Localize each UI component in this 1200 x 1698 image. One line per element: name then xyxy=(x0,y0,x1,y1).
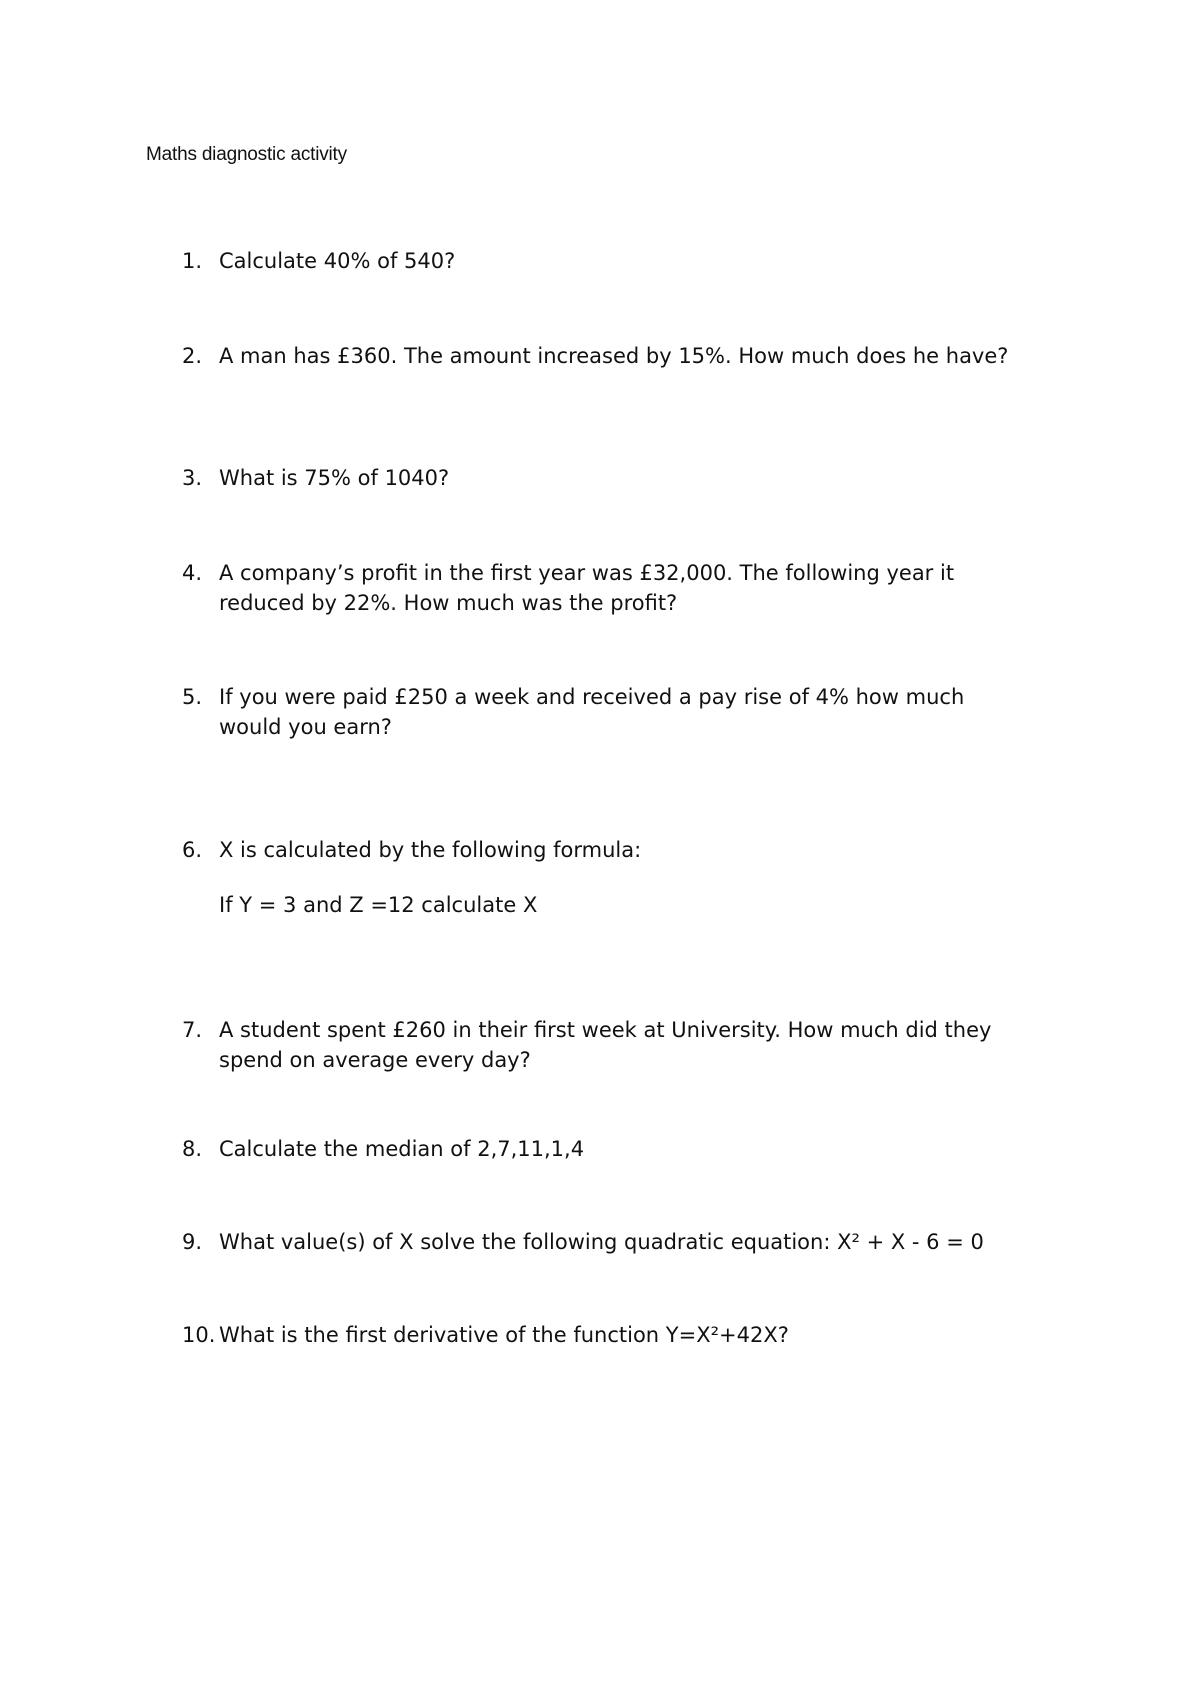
question-number: 7. xyxy=(182,1018,203,1042)
question-number: 8. xyxy=(182,1137,203,1161)
document-title: Maths diagnostic activity xyxy=(146,144,347,165)
question-1 xyxy=(182,246,1082,276)
question-text: What is 75% of 1040? xyxy=(219,466,450,490)
question-number: 2. xyxy=(182,344,203,368)
question-6 xyxy=(182,835,1082,920)
question-text: X is calculated by the following formula: xyxy=(219,838,642,862)
question-8 xyxy=(182,1134,1082,1164)
question-text: Calculate 40% of 540? xyxy=(219,249,456,273)
question-text: If you were paid £250 a week and received a pay rise of 4% how much xyxy=(219,685,965,709)
question-text-continued: reduced by 22%. How much was the profit? xyxy=(219,591,678,615)
question-number: 4. xyxy=(182,561,203,585)
question-number: 5. xyxy=(182,685,203,709)
question-10 xyxy=(182,1320,1082,1350)
question-4 xyxy=(182,558,1082,618)
question-text: A company’s profit in the first year was £32,000. The following year it xyxy=(219,561,955,585)
question-text: A student spent £260 in their first week at University. How much did they xyxy=(219,1018,992,1042)
question-text-continued: spend on average every day? xyxy=(219,1048,531,1072)
question-text: A man has £360. The amount increased by 15%. How much does he have? xyxy=(219,344,1009,368)
question-number: 6. xyxy=(182,838,203,862)
question-text-continued: would you earn? xyxy=(219,715,392,739)
question-number: 1. xyxy=(182,249,203,273)
question-number: 9. xyxy=(182,1230,203,1254)
question-text: What value(s) of X solve the following quadratic equation: X² + X - 6 = 0 xyxy=(219,1230,984,1254)
question-5 xyxy=(182,682,1082,742)
question-number: 10. xyxy=(182,1323,216,1347)
question-9 xyxy=(182,1227,1082,1257)
question-3 xyxy=(182,463,1082,493)
question-7 xyxy=(182,1015,1082,1075)
question-text: Calculate the median of 2,7,11,1,4 xyxy=(219,1137,585,1161)
question-number: 3. xyxy=(182,466,203,490)
question-2 xyxy=(182,341,1082,371)
question-text: What is the first derivative of the function Y=X²+42X? xyxy=(219,1323,789,1347)
question-subtext: If Y = 3 and Z =12 calculate X xyxy=(219,893,538,917)
